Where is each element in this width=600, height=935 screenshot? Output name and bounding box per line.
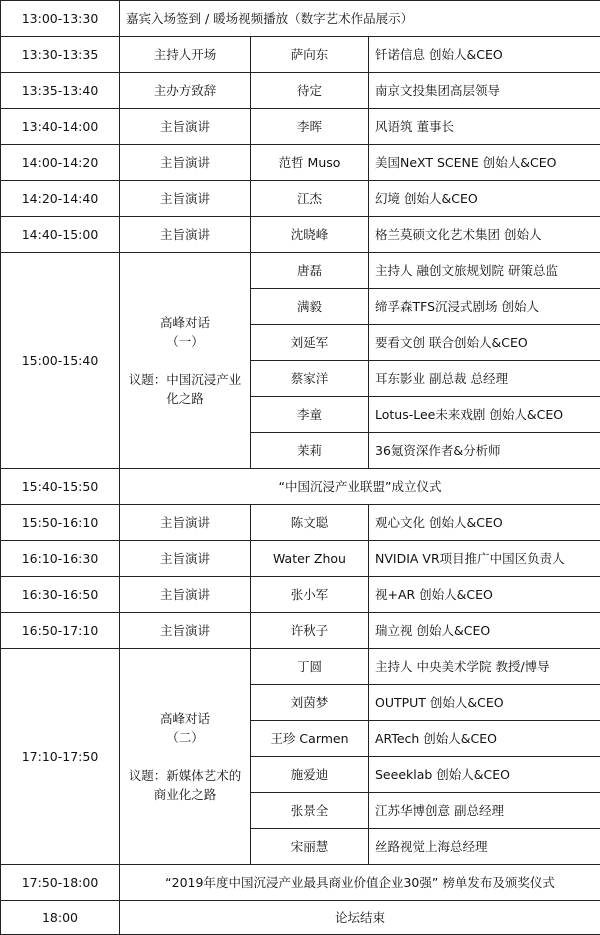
panel-topic: 议题：新媒体艺术的 — [128, 768, 242, 783]
panel-person: 蔡家洋 — [251, 361, 369, 397]
panel-person: 刘茵梦 — [251, 685, 369, 721]
agenda-row-opening — [1, 1, 600, 37]
panel-title-cell: Lotus-Lee未来戏剧 创始人&CEO — [369, 397, 600, 433]
panel-title: 高峰对话 — [159, 315, 210, 330]
row-session: 主持人开场 — [120, 37, 251, 73]
agenda-row-award — [1, 865, 600, 901]
row-title: 观心文化 创始人&CEO — [369, 505, 600, 541]
panel-topic: 议题：中国沉浸产业 — [128, 372, 242, 387]
panel-person: 张景全 — [251, 793, 369, 829]
row-person: 李晖 — [251, 109, 369, 145]
row-title: 风语筑 董事长 — [369, 109, 600, 145]
panel-person: 丁圆 — [251, 649, 369, 685]
agenda-row — [1, 109, 600, 145]
row-session: 主旨演讲 — [120, 613, 251, 649]
award-text: “2019年度中国沉浸产业最具商业价值企业30强” 榜单发布及颁奖仪式 — [120, 865, 600, 901]
row-person: 范哲 Muso — [251, 145, 369, 181]
panel-title: 高峰对话 — [159, 711, 210, 726]
agenda-row — [1, 145, 600, 181]
row-time: 14:20-14:40 — [1, 181, 120, 217]
alliance-text: “中国沉浸产业联盟”成立仪式 — [120, 469, 600, 505]
panel-row — [1, 649, 600, 685]
panel-person: 王珍 Carmen — [251, 721, 369, 757]
agenda-row — [1, 505, 600, 541]
opening-text: 嘉宾入场签到 / 暖场视频播放（数字艺术作品展示） — [120, 1, 600, 37]
closing-text: 论坛结束 — [120, 901, 600, 935]
panel-title-cell: 主持人 中央美术学院 教授/博导 — [369, 649, 600, 685]
row-person: 张小军 — [251, 577, 369, 613]
panel-person: 刘延军 — [251, 325, 369, 361]
row-time: 14:00-14:20 — [1, 145, 120, 181]
panel-person: 茉莉 — [251, 433, 369, 469]
row-person: 陈文聪 — [251, 505, 369, 541]
row-person: 萨向东 — [251, 37, 369, 73]
row-session: 主旨演讲 — [120, 109, 251, 145]
panel-title-cell: 江苏华博创意 副总经理 — [369, 793, 600, 829]
row-time: 13:00-13:30 — [1, 1, 120, 37]
row-session: 主旨演讲 — [120, 217, 251, 253]
agenda-row — [1, 73, 600, 109]
row-time: 13:30-13:35 — [1, 37, 120, 73]
agenda-row-closing — [1, 901, 600, 935]
row-time: 13:40-14:00 — [1, 109, 120, 145]
row-person: 待定 — [251, 73, 369, 109]
row-title: 南京文投集团高层领导 — [369, 73, 600, 109]
agenda-row-alliance — [1, 469, 600, 505]
row-person: 沈晓峰 — [251, 217, 369, 253]
panel-session — [120, 253, 251, 469]
panel-title-cell: 主持人 融创文旅规划院 研策总监 — [369, 253, 600, 289]
row-time: 16:50-17:10 — [1, 613, 120, 649]
row-time: 17:50-18:00 — [1, 865, 120, 901]
panel-person: 李童 — [251, 397, 369, 433]
row-title: 格兰莫硕文化艺术集团 创始人 — [369, 217, 600, 253]
agenda-row — [1, 541, 600, 577]
row-title: 美国NeXT SCENE 创始人&CEO — [369, 145, 600, 181]
row-person: 江杰 — [251, 181, 369, 217]
panel-number: （二） — [166, 730, 204, 745]
panel-number: （一） — [166, 334, 204, 349]
row-title: 幻境 创始人&CEO — [369, 181, 600, 217]
row-time: 16:30-16:50 — [1, 577, 120, 613]
panel-topic-cont: 化之路 — [166, 391, 204, 406]
panel-title-cell: 丝路视觉上海总经理 — [369, 829, 600, 865]
agenda-row — [1, 613, 600, 649]
panel-time: 17:10-17:50 — [1, 649, 120, 865]
row-time: 13:35-13:40 — [1, 73, 120, 109]
row-session: 主旨演讲 — [120, 181, 251, 217]
panel-title-cell: ARTech 创始人&CEO — [369, 721, 600, 757]
panel-topic-cont: 商业化之路 — [153, 787, 217, 802]
agenda-row — [1, 37, 600, 73]
panel-time: 15:00-15:40 — [1, 253, 120, 469]
agenda-row — [1, 181, 600, 217]
row-time: 15:50-16:10 — [1, 505, 120, 541]
agenda-row — [1, 217, 600, 253]
row-session: 主旨演讲 — [120, 145, 251, 181]
row-title: NVIDIA VR项目推广中国区负责人 — [369, 541, 600, 577]
row-person: 许秋子 — [251, 613, 369, 649]
row-title: 视+AR 创始人&CEO — [369, 577, 600, 613]
row-session: 主旨演讲 — [120, 577, 251, 613]
panel-title-cell: 36氪资深作者&分析师 — [369, 433, 600, 469]
panel-person: 满毅 — [251, 289, 369, 325]
agenda-row — [1, 577, 600, 613]
row-session: 主办方致辞 — [120, 73, 251, 109]
row-time: 15:40-15:50 — [1, 469, 120, 505]
row-time: 16:10-16:30 — [1, 541, 120, 577]
row-title: 钎诺信息 创始人&CEO — [369, 37, 600, 73]
panel-person: 唐磊 — [251, 253, 369, 289]
panel-title-cell: OUTPUT 创始人&CEO — [369, 685, 600, 721]
row-time: 14:40-15:00 — [1, 217, 120, 253]
row-session: 主旨演讲 — [120, 505, 251, 541]
row-time: 18:00 — [1, 901, 120, 935]
panel-row — [1, 253, 600, 289]
row-title: 瑞立视 创始人&CEO — [369, 613, 600, 649]
row-session: 主旨演讲 — [120, 541, 251, 577]
panel-person: 宋丽慧 — [251, 829, 369, 865]
panel-title-cell: Seeeklab 创始人&CEO — [369, 757, 600, 793]
panel-session — [120, 649, 251, 865]
panel-person: 施爱迪 — [251, 757, 369, 793]
panel-title-cell: 耳东影业 副总裁 总经理 — [369, 361, 600, 397]
panel-title-cell: 缔孚森TFS沉浸式剧场 创始人 — [369, 289, 600, 325]
row-person: Water Zhou — [251, 541, 369, 577]
panel-title-cell: 要看文创 联合创始人&CEO — [369, 325, 600, 361]
